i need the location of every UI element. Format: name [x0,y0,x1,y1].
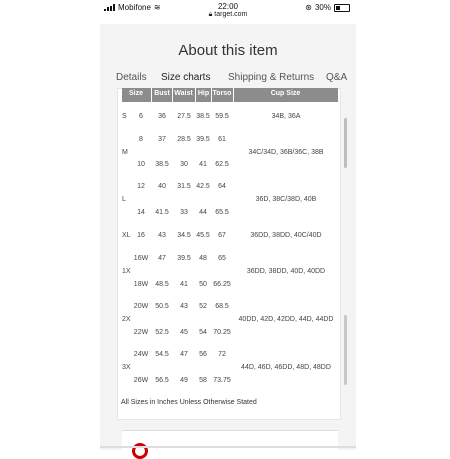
rotation-lock-icon: ⊛ [305,3,312,12]
page-title: About this item [178,42,278,59]
measurement-cell: 39.5 [196,136,210,143]
carrier-label: Mobifone [118,3,151,12]
url-bar[interactable] [100,11,356,19]
measurement-cell: 41 [180,281,188,288]
measurement-cell: 38.5 [196,113,210,120]
measurement-cell: 61 [218,136,226,143]
measurement-cell: 42.5 [196,183,210,190]
measurement-cell: 52.5 [155,329,169,336]
measurement-cell: 37 [158,136,166,143]
size-group-label: XL [122,232,131,239]
clock: 22:00 [217,2,239,11]
measurement-cell: 43 [180,303,188,310]
measurement-cell: 31.5 [177,183,191,190]
measurement-cell: 65 [218,255,226,262]
measurement-cell: 56 [199,351,207,358]
measurement-cell: 67 [218,232,226,239]
tab-shipping-returns[interactable]: Shipping & Returns [228,72,315,83]
header-hip: Hip [197,90,210,97]
tab-details[interactable]: Details [116,72,147,83]
measurement-cell: 64 [218,183,226,190]
measurement-cell: 66.25 [213,281,231,288]
size-number-cell: 16 [137,232,145,239]
cup-size-cell: 34B, 36A [271,113,301,120]
cup-size-cell: 36DD, 38DD, 40C/40D [250,232,322,239]
header-bust: Bust [154,90,170,97]
battery-percent: 30% [314,3,331,12]
measurement-cell: 56.5 [155,377,169,384]
size-group-label: S [122,113,127,120]
measurement-cell: 47 [158,255,166,262]
measurement-cell: 41 [199,161,207,168]
tab-bar [100,70,356,88]
measurement-cell: 48.5 [155,281,169,288]
size-number-cell: 26W [133,377,149,384]
status-bar [100,0,356,22]
size-group-label: M [122,148,128,156]
measurement-cell: 72 [218,351,226,358]
measurement-cell: 50 [199,281,207,288]
measurement-cell: 28.5 [177,136,191,143]
lock-icon: 🔒︎ [208,11,213,18]
tab-qa[interactable]: Q&A [326,72,348,83]
cup-size-cell: 44D, 46D, 46DD, 48D, 48DD [241,364,331,371]
measurement-cell: 41.5 [155,209,169,216]
size-number-cell: 14 [137,209,145,216]
measurement-cell: 50.5 [155,303,169,310]
size-number-cell: 24W [133,351,149,358]
size-number-cell: 20W [133,303,149,310]
tab-size-charts[interactable]: Size charts [161,72,211,83]
measurement-cell: 47 [180,351,188,358]
wifi-icon: ≋ [153,3,161,12]
measurement-cell: 52 [199,303,207,310]
url-text: target.com [214,11,248,18]
measurement-cell: 68.5 [215,303,229,310]
cup-size-cell: 40DD, 42D, 42DD, 44D, 44DD [238,316,334,323]
size-group-label: L [122,196,126,203]
measurement-cell: 48 [199,255,207,262]
size-number-cell: 10 [137,161,145,168]
home-indicator [100,446,356,448]
measurement-cell: 33 [180,209,188,216]
measurement-cell: 73.75 [213,377,231,384]
header-waist: Waist [174,90,193,97]
measurement-cell: 54.5 [155,351,169,358]
size-group-label: 2X [122,316,131,323]
size-number-cell: 18W [133,281,149,288]
measurement-cell: 34.5 [177,232,191,239]
scrollbar-thumb[interactable] [344,315,347,385]
measurement-cell: 58 [199,377,207,384]
measurement-cell: 65.5 [215,209,229,216]
scrollbar-thumb[interactable] [344,118,347,168]
size-number-cell: 8 [139,136,143,143]
measurement-cell: 62.5 [215,161,229,168]
measurement-cell: 30 [180,161,188,168]
header-torso: Torso [212,90,232,97]
measurement-cell: 39.5 [177,255,191,262]
header-size: Size [128,90,143,97]
measurement-cell: 36 [158,113,166,120]
header-cup-size: Cup Size [270,90,301,97]
measurement-cell: 44 [199,209,207,216]
measurement-cell: 40 [158,183,166,190]
measurement-cell: 43 [158,232,166,239]
size-number-cell: 12 [137,183,145,190]
cup-size-cell: 36D, 38C/38D, 40B [255,196,317,203]
units-note: All Sizes in Inches Unless Otherwise Stated [121,399,257,406]
measurement-cell: 54 [199,329,207,336]
size-number-cell: 16W [133,255,149,262]
measurement-cell: 45 [180,329,188,336]
size-number-cell: 22W [133,329,149,336]
size-group-label: 3X [122,364,131,371]
battery-icon [334,4,350,12]
measurement-cell: 70.25 [213,329,231,336]
cup-size-cell: 34C/34D, 36B/36C, 38B [248,148,324,156]
size-table-header [122,88,338,102]
battery-group [305,3,350,12]
measurement-cell: 49 [180,377,188,384]
measurement-cell: 59.5 [215,113,229,120]
cup-size-cell: 36DD, 38DD, 40D, 40DD [246,268,326,275]
size-number-cell: 6 [139,113,143,120]
measurement-cell: 27.5 [177,113,191,120]
size-group-label: 1X [122,268,131,275]
measurement-cell: 38.5 [155,161,169,168]
measurement-cell: 45.5 [196,232,210,239]
